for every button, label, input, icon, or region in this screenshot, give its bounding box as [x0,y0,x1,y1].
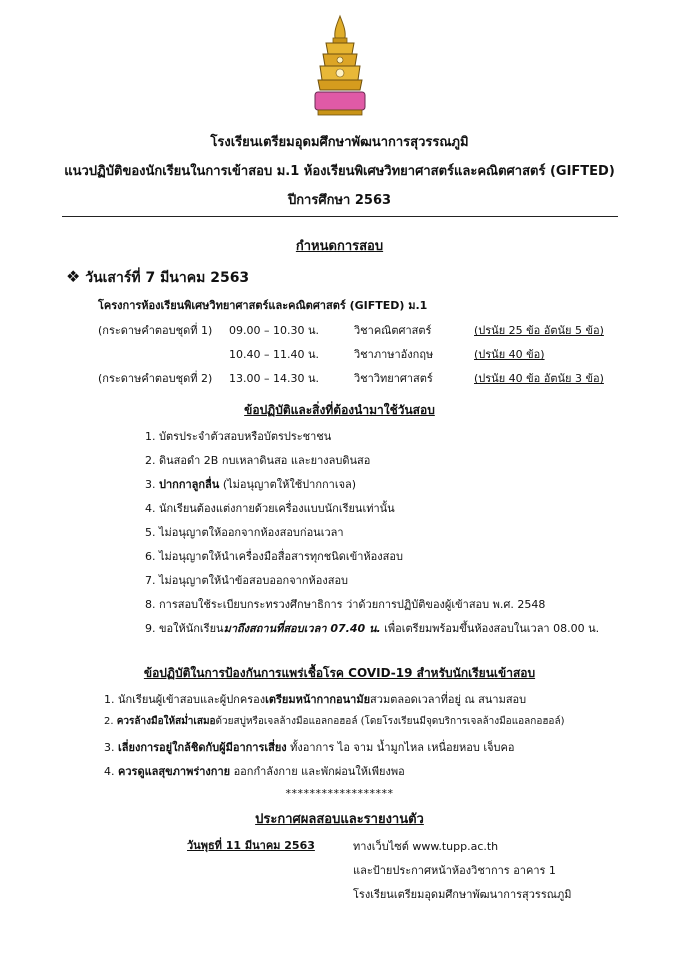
row2-detail: (ปรนัย 40 ข้อ) [474,348,545,361]
covid-item-3-num: 3. [104,741,118,754]
rules-heading: ข้อปฏิบัติและสิ่งที่ต้องนำมาใช้วันสอบ [244,403,435,417]
stars-divider: ****************** [285,787,394,800]
document-title: แนวปฏิบัติของนักเรียนในการเข้าสอบ ม.1 ห้องเรียนพิเศษวิทยาศาสตร์และคณิตศาสตร์ (GIFTED) [64,164,615,179]
row3-time: 13.00 – 14.30 น. [229,372,319,385]
program-name: โครงการห้องเรียนพิเศษวิทยาศาสตร์และคณิตศาสตร์ (GIFTED) ม.1 [98,299,428,312]
row1-time: 09.00 – 10.30 น. [229,324,319,337]
covid-item-1-c: สวมตลอดเวลาที่อยู่ ณ สนามสอบ [370,693,527,706]
row1-detail: (ปรนัย 25 ข้อ อัตนัย 5 ข้อ) [474,324,604,337]
covid-heading: ข้อปฏิบัติในการป้องกันการแพร่เชื้อโรค COVID-19 สำหรับนักเรียนเข้าสอบ [143,666,536,680]
covid-item-1-bold: เตรียมหน้ากากอนามัย [265,693,371,706]
rule-item-8: 8. การสอบใช้ระเบียบกระทรวงศึกษาธิการ ว่าด้วยการปฏิบัติของผู้เข้าสอบ พ.ศ. 2548 [145,598,546,611]
covid-item-3-bold: เลี่ยงการอยู่ใกล้ชิดกับผู้มีอาการเสี่ยง [118,741,287,754]
schedule-heading: กำหนดการสอบ [295,239,384,254]
rule-item-4: 4. นักเรียนต้องแต่งกายด้วยเครื่องแบบนักเรียนเท่านั้น [145,502,395,515]
covid-item-2-num: 2. [104,716,117,727]
rule-item-3-bold: ปากกาลูกลื่น [159,478,220,491]
covid-item-2 [104,714,564,729]
row1-sheet: (กระดาษคำตอบชุดที่ 1) [98,324,213,337]
rule-item-7: 7. ไม่อนุญาตให้นำข้อสอบออกจากห้องสอบ [145,574,349,587]
rule-item-9 [145,619,599,637]
header-divider [62,216,618,217]
announce-line-2: และป้ายประกาศหน้าห้องวิชาการ อาคาร 1 [353,864,556,877]
announce-date: วันพุธที่ 11 มีนาคม 2563 [187,839,315,852]
exam-date: วันเสาร์ที่ 7 มีนาคม 2563 [85,270,250,286]
academic-year: ปีการศึกษา 2563 [287,193,392,208]
announce-line-1: ทางเว็บไซต์ www.tupp.ac.th [353,840,499,853]
school-emblem-logo [312,14,368,120]
announce-heading: ประกาศผลสอบและรายงานตัว [255,812,424,827]
schedule-date-line [66,267,249,289]
row3-detail: (ปรนัย 40 ข้อ อัตนัย 3 ข้อ) [474,372,604,385]
rule-item-5: 5. ไม่อนุญาตให้ออกจากห้องสอบก่อนเวลา [145,526,344,539]
covid-item-4 [104,762,405,780]
rule-item-3-num: 3. [145,478,159,491]
rule-item-9-emph: มาถึงสถานที่สอบเวลา 07.40 น. [223,622,381,635]
rule-item-3 [145,475,356,493]
rule-item-2: 2. ดินสอดำ 2B กบเหลาดินสอ และยางลบดินสอ [145,454,371,467]
covid-item-4-num: 4. [104,765,118,778]
rule-item-9-a: 9. ขอให้นักเรียน [145,622,224,635]
row1-subject: วิชาคณิตศาสตร์ [354,324,432,337]
rule-item-1: 1. บัตรประจำตัวสอบหรือบัตรประชาชน [145,430,332,443]
row3-subject: วิชาวิทยาศาสตร์ [354,372,433,385]
row2-subject: วิชาภาษาอังกฤษ [354,348,434,361]
rule-item-3-rest: (ไม่อนุญาตให้ใช้ปากกาเจล) [219,478,357,491]
covid-item-1-a: 1. นักเรียนผู้เข้าสอบและผู้ปกครอง [104,693,266,706]
covid-item-3 [104,738,515,756]
covid-item-2-bold: ควรล้างมือให้สม่ำเสมอ [116,716,216,727]
school-name: โรงเรียนเตรียมอุดมศึกษาพัฒนาการสุวรรณภูมิ [210,135,469,150]
covid-item-4-c: ออกกำลังกาย และพักผ่อนให้เพียงพอ [230,765,405,778]
bullet-icon: ❖ [66,267,81,286]
covid-item-1 [104,690,526,708]
covid-item-3-c: ทั้งอาการ ไอ จาม น้ำมูกไหล เหนื่อยหอบ เจ็บคอ [286,741,515,754]
rule-item-6: 6. ไม่อนุญาตให้นำเครื่องมือสื่อสารทุกชนิดเข้าห้องสอบ [145,550,403,563]
row2-time: 10.40 – 11.40 น. [229,348,319,361]
announce-line-3: โรงเรียนเตรียมอุดมศึกษาพัฒนาการสุวรรณภูมิ [353,888,572,901]
rule-item-9-c: เพื่อเตรียมพร้อมขึ้นห้องสอบในเวลา 08.00 น. [380,622,600,635]
covid-item-2-c: ด้วยสบู่หรือเจลล้างมือแอลกอฮอล์ (โดยโรงเรียนมีจุดบริการเจลล้างมือแอลกอฮอล์) [215,716,565,727]
covid-item-4-bold: ควรดูแลสุขภาพร่างกาย [118,765,231,778]
row3-sheet: (กระดาษคำตอบชุดที่ 2) [98,372,213,385]
